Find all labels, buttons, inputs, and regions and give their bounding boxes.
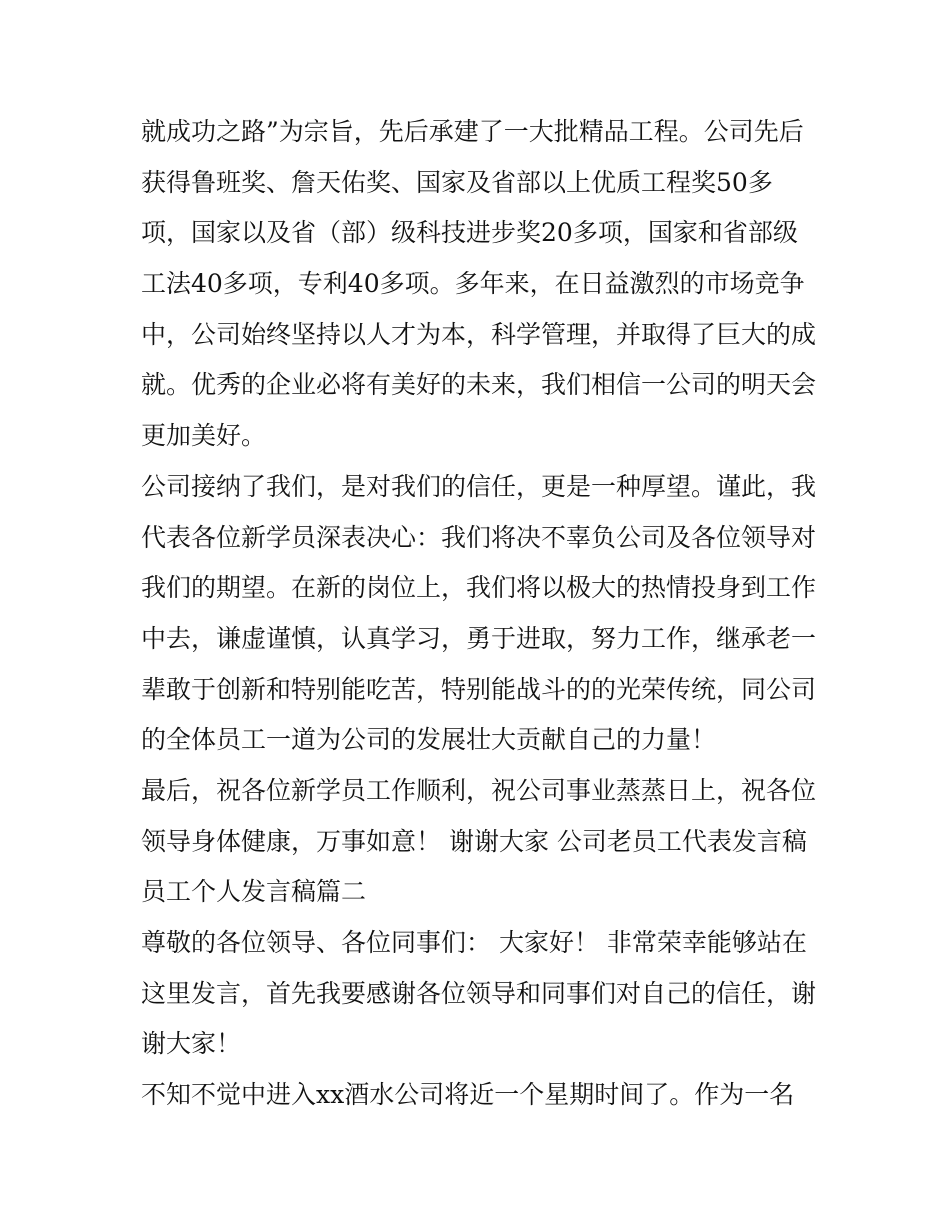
text-line: 中去，谦虚谨慎，认真学习，勇于进取，努力工作，继承老一 — [141, 623, 817, 653]
text-line: 获得鲁班奖、詹天佑奖、国家及省部以上优质工程奖50多 — [141, 167, 773, 197]
text-line: 就。优秀的企业必将有美好的未来，我们相信一公司的明天会 — [141, 370, 817, 400]
text-line: 工法40多项，专利40多项。多年来，在日益激烈的市场竞争 — [141, 269, 805, 299]
text-line: 更加美好。 — [141, 421, 267, 451]
text-line: 最后，祝各位新学员工作顺利，祝公司事业蒸蒸日上，祝各位 — [141, 775, 817, 805]
text-line: 就成功之路”为宗旨，先后承建了一大批精品工程。公司先后 — [141, 117, 804, 146]
text-line: 领导身体健康，万事如意！ 谢谢大家 公司老员工代表发言稿 — [141, 826, 807, 856]
text-line: 不知不觉中进入xx酒水公司将近一个星期时间了。作为一名 — [141, 1080, 795, 1110]
text-line: 这里发言，首先我要感谢各位领导和同事们对自己的信任，谢 — [141, 978, 817, 1008]
text-line: 员工个人发言稿篇二 — [141, 877, 367, 907]
text-line: 公司接纳了我们，是对我们的信任，更是一种厚望。谨此，我 — [141, 471, 817, 501]
text-line: 的全体员工一道为公司的发展壮大贡献自己的力量！ — [141, 725, 717, 755]
text-line: 代表各位新学员深表决心：我们将决不辜负公司及各位领导对 — [141, 522, 817, 552]
text-line: 我们的期望。在新的岗位上，我们将以极大的热情投身到工作 — [141, 573, 817, 603]
text-line: 辈敢于创新和特别能吃苦，特别能战斗的的光荣传统，同公司 — [141, 674, 817, 704]
text-line: 中，公司始终坚持以人才为本，科学管理，并取得了巨大的成 — [141, 319, 817, 349]
text-line: 谢大家！ — [141, 1029, 242, 1059]
text-line: 项，国家以及省（部）级科技进步奖20多项，国家和省部级 — [141, 218, 798, 248]
text-line: 尊敬的各位领导、各位同事们： 大家好！ 非常荣幸能够站在 — [141, 928, 807, 957]
body-text — [141, 107, 821, 1121]
